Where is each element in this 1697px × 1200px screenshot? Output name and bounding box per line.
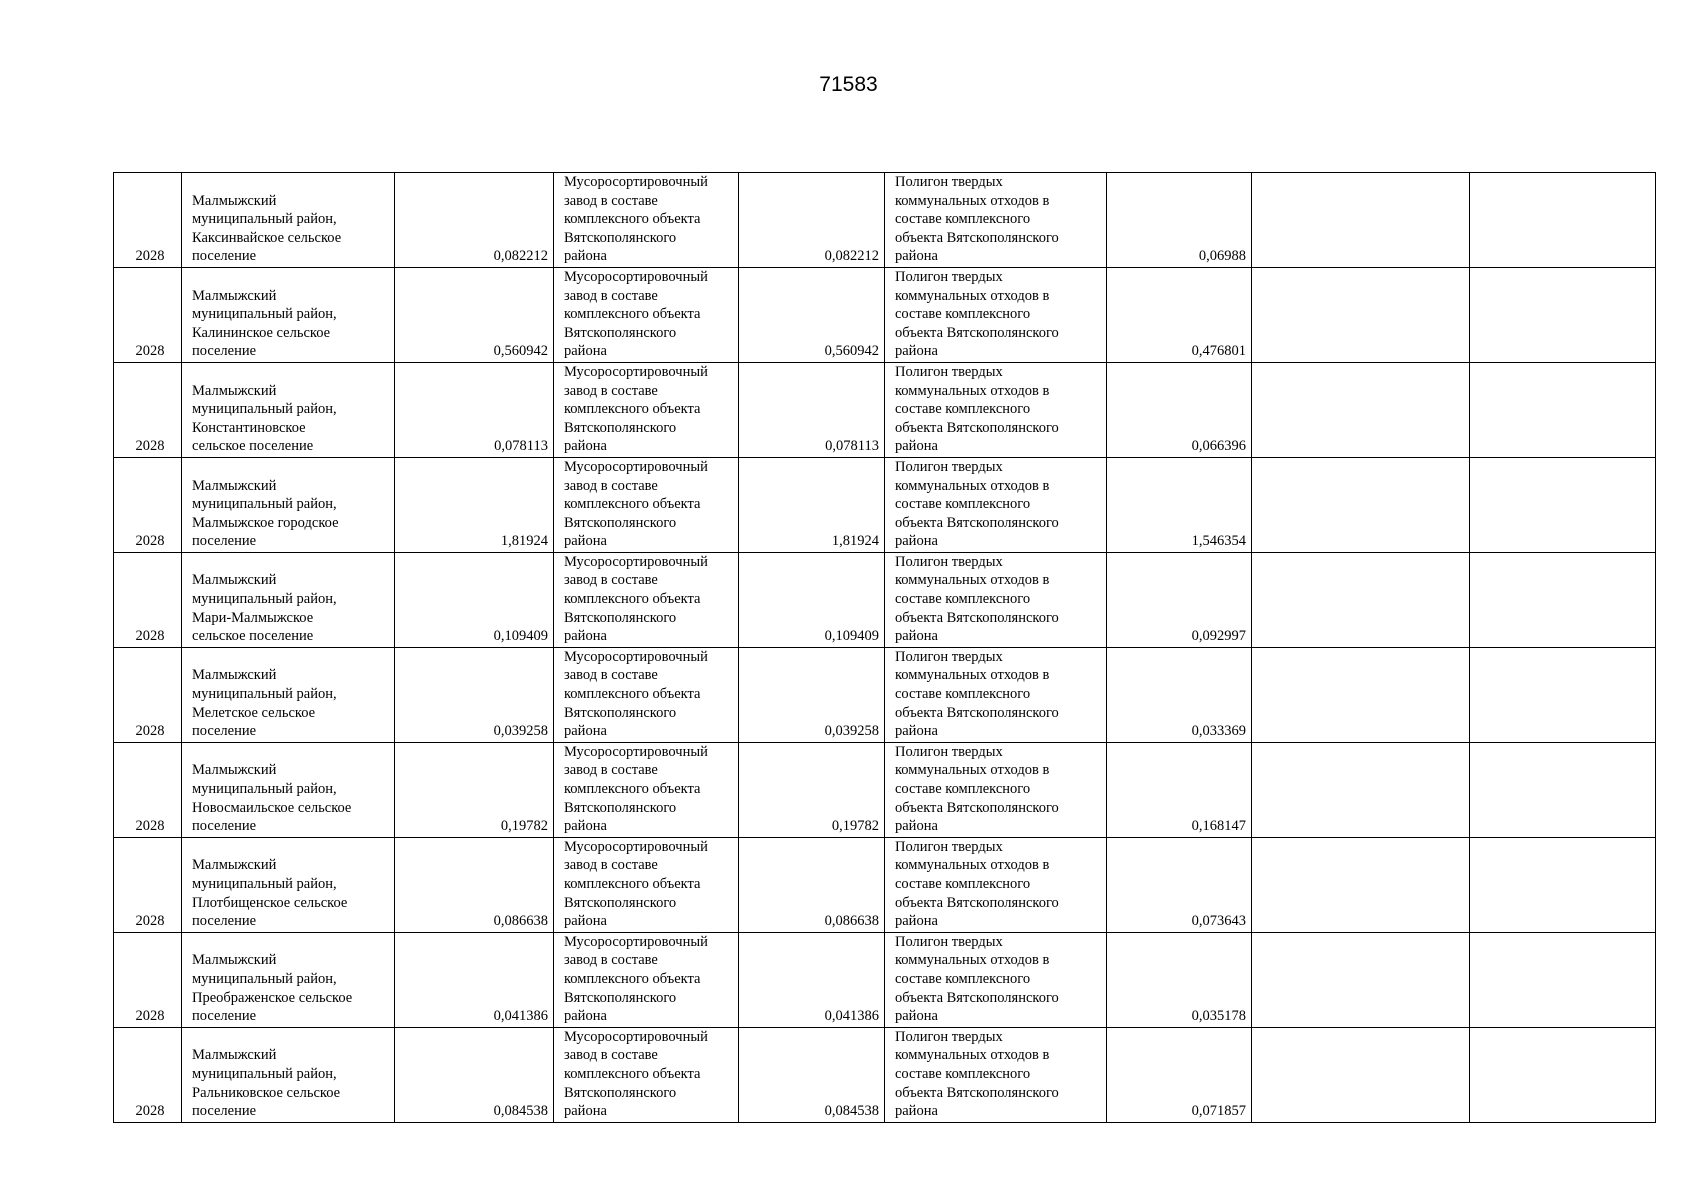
page-number: 71583 <box>819 73 878 96</box>
empty-cell <box>1252 552 1470 647</box>
empty-cell <box>1470 647 1656 742</box>
source-cell <box>182 362 395 457</box>
landfill-text: Полигон твердых коммунальных отходов в составе комплексного объекта Вятскополянского района <box>895 174 1059 265</box>
year-cell: 2028 <box>114 1027 182 1122</box>
table-row <box>114 647 1656 742</box>
landfill-text: Полигон твердых коммунальных отходов в составе комплексного объекта Вятскополянского района <box>895 553 1059 645</box>
mass-cell: 0,086638 <box>395 837 554 932</box>
sorting-plant-text: Мусоросортировочный завод в составе комплексного объекта Вятскополянского района <box>564 363 708 455</box>
source-text: Малмыжский муниципальный район, Преображенское сельское поселение <box>192 952 353 1025</box>
source-text: Малмыжский муниципальный район, Константиновское сельское поселение <box>192 382 337 455</box>
sorting-plant-cell <box>554 742 739 837</box>
empty-cell <box>1470 932 1656 1027</box>
empty-cell <box>1470 837 1656 932</box>
landfill-mass-cell: 0,073643 <box>1107 837 1252 932</box>
table-row <box>114 837 1656 932</box>
sorting-plant-text: Мусоросортировочный завод в составе комплексного объекта Вятскополянского района <box>564 553 708 645</box>
sorting-plant-mass-cell: 0,082212 <box>739 173 885 268</box>
sorting-plant-mass-cell: 0,078113 <box>739 362 885 457</box>
table-row <box>114 742 1656 837</box>
empty-cell <box>1470 457 1656 552</box>
sorting-plant-cell <box>554 647 739 742</box>
source-cell <box>182 267 395 362</box>
source-text: Малмыжский муниципальный район, Новосмаильское сельское поселение <box>192 762 352 835</box>
table-row <box>114 552 1656 647</box>
source-text: Малмыжский муниципальный район, Малмыжское городское поселение <box>192 477 339 550</box>
mass-cell: 0,082212 <box>395 173 554 268</box>
landfill-text: Полигон твердых коммунальных отходов в составе комплексного объекта Вятскополянского района <box>895 838 1059 930</box>
empty-cell <box>1470 267 1656 362</box>
empty-cell <box>1252 457 1470 552</box>
landfill-mass-cell: 0,06988 <box>1107 173 1252 268</box>
landfill-cell <box>885 1027 1107 1122</box>
landfill-text: Полигон твердых коммунальных отходов в составе комплексного объекта Вятскополянского района <box>895 458 1059 550</box>
landfill-mass-cell: 0,066396 <box>1107 362 1252 457</box>
source-cell <box>182 173 395 268</box>
sorting-plant-cell <box>554 1027 739 1122</box>
sorting-plant-cell <box>554 837 739 932</box>
source-text: Малмыжский муниципальный район, Ральниковское сельское поселение <box>192 1047 341 1120</box>
sorting-plant-mass-cell: 0,039258 <box>739 647 885 742</box>
sorting-plant-mass-cell: 0,086638 <box>739 837 885 932</box>
sorting-plant-text: Мусоросортировочный завод в составе комплексного объекта Вятскополянского района <box>564 268 708 360</box>
landfill-cell <box>885 362 1107 457</box>
mass-cell: 1,81924 <box>395 457 554 552</box>
landfill-cell <box>885 837 1107 932</box>
sorting-plant-cell <box>554 362 739 457</box>
sorting-plant-text: Мусоросортировочный завод в составе комплексного объекта Вятскополянского района <box>564 174 708 265</box>
source-text: Малмыжский муниципальный район, Калининское сельское поселение <box>192 287 337 360</box>
year-cell: 2028 <box>114 552 182 647</box>
year-cell: 2028 <box>114 267 182 362</box>
empty-cell <box>1470 552 1656 647</box>
sorting-plant-text: Мусоросортировочный завод в составе комплексного объекта Вятскополянского района <box>564 743 708 835</box>
sorting-plant-mass-cell: 0,19782 <box>739 742 885 837</box>
source-cell <box>182 837 395 932</box>
source-text: Малмыжский муниципальный район, Мари-Малмыжское сельское поселение <box>192 572 337 645</box>
table-row <box>114 173 1656 268</box>
table-row <box>114 267 1656 362</box>
landfill-mass-cell: 0,035178 <box>1107 932 1252 1027</box>
year-cell: 2028 <box>114 742 182 837</box>
landfill-mass-cell: 1,546354 <box>1107 457 1252 552</box>
source-cell <box>182 647 395 742</box>
table-row <box>114 457 1656 552</box>
waste-flow-table <box>113 172 1656 1123</box>
source-text: Малмыжский муниципальный район, Каксинвайское сельское поселение <box>192 192 342 265</box>
sorting-plant-mass-cell: 0,109409 <box>739 552 885 647</box>
landfill-cell <box>885 742 1107 837</box>
landfill-text: Полигон твердых коммунальных отходов в составе комплексного объекта Вятскополянского района <box>895 648 1059 740</box>
landfill-text: Полигон твердых коммунальных отходов в составе комплексного объекта Вятскополянского района <box>895 1028 1059 1120</box>
landfill-cell <box>885 647 1107 742</box>
sorting-plant-cell <box>554 932 739 1027</box>
empty-cell <box>1470 362 1656 457</box>
empty-cell <box>1252 267 1470 362</box>
landfill-cell <box>885 173 1107 268</box>
source-cell <box>182 932 395 1027</box>
table-body <box>114 173 1656 1123</box>
landfill-mass-cell: 0,168147 <box>1107 742 1252 837</box>
sorting-plant-cell <box>554 173 739 268</box>
sorting-plant-mass-cell: 0,560942 <box>739 267 885 362</box>
landfill-mass-cell: 0,071857 <box>1107 1027 1252 1122</box>
sorting-plant-mass-cell: 1,81924 <box>739 457 885 552</box>
landfill-cell <box>885 552 1107 647</box>
landfill-text: Полигон твердых коммунальных отходов в составе комплексного объекта Вятскополянского района <box>895 268 1059 360</box>
sorting-plant-mass-cell: 0,041386 <box>739 932 885 1027</box>
landfill-text: Полигон твердых коммунальных отходов в составе комплексного объекта Вятскополянского района <box>895 743 1059 835</box>
mass-cell: 0,560942 <box>395 267 554 362</box>
source-text: Малмыжский муниципальный район, Мелетское сельское поселение <box>192 667 337 740</box>
landfill-cell <box>885 267 1107 362</box>
sorting-plant-cell <box>554 457 739 552</box>
table-row <box>114 362 1656 457</box>
table-row <box>114 1027 1656 1122</box>
mass-cell: 0,039258 <box>395 647 554 742</box>
empty-cell <box>1252 837 1470 932</box>
source-cell <box>182 552 395 647</box>
source-cell <box>182 1027 395 1122</box>
source-cell <box>182 457 395 552</box>
landfill-mass-cell: 0,476801 <box>1107 267 1252 362</box>
empty-cell <box>1470 173 1656 268</box>
mass-cell: 0,109409 <box>395 552 554 647</box>
sorting-plant-text: Мусоросортировочный завод в составе комплексного объекта Вятскополянского района <box>564 838 708 930</box>
table-row <box>114 932 1656 1027</box>
year-cell: 2028 <box>114 647 182 742</box>
year-cell: 2028 <box>114 173 182 268</box>
landfill-text: Полигон твердых коммунальных отходов в составе комплексного объекта Вятскополянского района <box>895 363 1059 455</box>
landfill-mass-cell: 0,033369 <box>1107 647 1252 742</box>
empty-cell <box>1252 742 1470 837</box>
year-cell: 2028 <box>114 362 182 457</box>
sorting-plant-mass-cell: 0,084538 <box>739 1027 885 1122</box>
year-cell: 2028 <box>114 457 182 552</box>
sorting-plant-text: Мусоросортировочный завод в составе комплексного объекта Вятскополянского района <box>564 458 708 550</box>
empty-cell <box>1470 742 1656 837</box>
source-text: Малмыжский муниципальный район, Плотбищенское сельское поселение <box>192 857 348 930</box>
empty-cell <box>1252 647 1470 742</box>
empty-cell <box>1470 1027 1656 1122</box>
empty-cell <box>1252 932 1470 1027</box>
sorting-plant-cell <box>554 552 739 647</box>
mass-cell: 0,084538 <box>395 1027 554 1122</box>
empty-cell <box>1252 362 1470 457</box>
empty-cell <box>1252 1027 1470 1122</box>
landfill-mass-cell: 0,092997 <box>1107 552 1252 647</box>
sorting-plant-text: Мусоросортировочный завод в составе комплексного объекта Вятскополянского района <box>564 933 708 1025</box>
landfill-cell <box>885 932 1107 1027</box>
sorting-plant-cell <box>554 267 739 362</box>
sorting-plant-text: Мусоросортировочный завод в составе комплексного объекта Вятскополянского района <box>564 1028 708 1120</box>
landfill-cell <box>885 457 1107 552</box>
mass-cell: 0,078113 <box>395 362 554 457</box>
year-cell: 2028 <box>114 932 182 1027</box>
landfill-text: Полигон твердых коммунальных отходов в составе комплексного объекта Вятскополянского района <box>895 933 1059 1025</box>
year-cell: 2028 <box>114 837 182 932</box>
mass-cell: 0,041386 <box>395 932 554 1027</box>
mass-cell: 0,19782 <box>395 742 554 837</box>
source-cell <box>182 742 395 837</box>
empty-cell <box>1252 173 1470 268</box>
sorting-plant-text: Мусоросортировочный завод в составе комплексного объекта Вятскополянского района <box>564 648 708 740</box>
